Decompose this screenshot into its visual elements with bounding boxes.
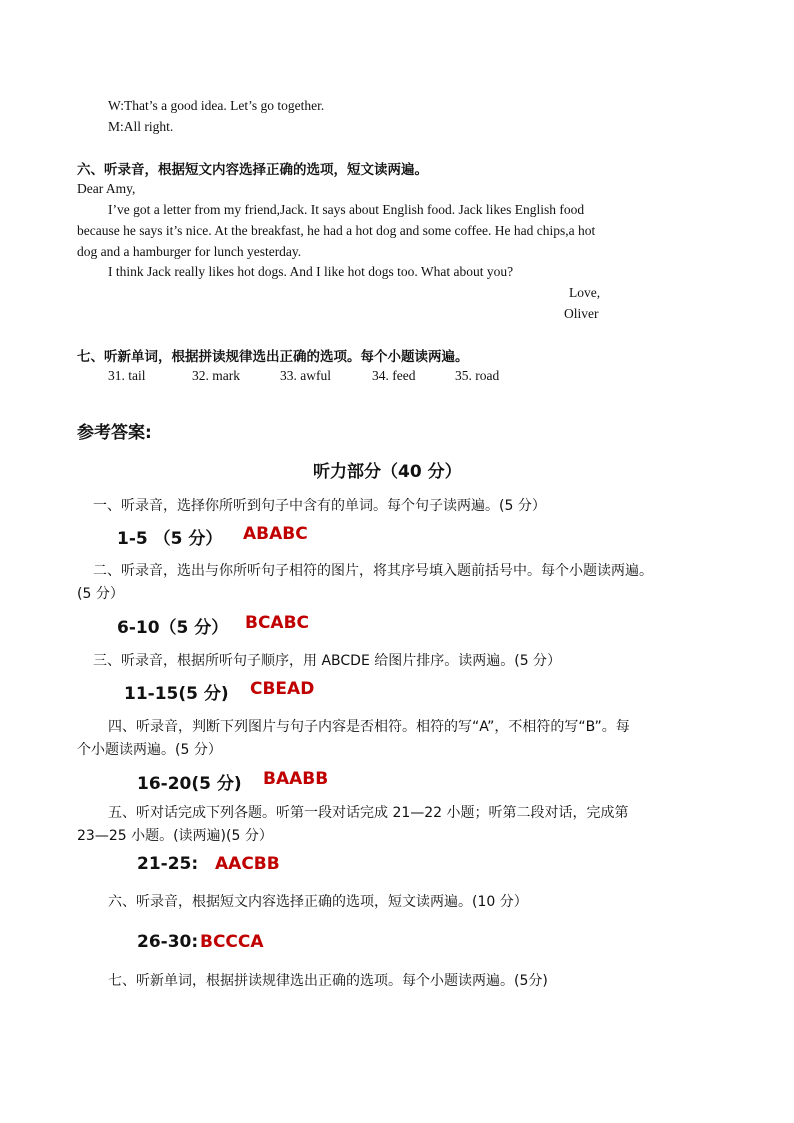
answer-2-label: 6-10（5 分） (117, 618, 229, 638)
letter-closing: Love, (569, 285, 601, 300)
dialogue-line-1: W:That’s a good idea. Let’s go together. (108, 98, 325, 113)
answer-1-key: ABABC (243, 524, 308, 544)
answer-4-label: 16-20(5 分) (137, 774, 242, 794)
answer-3-key: CBEAD (250, 679, 315, 699)
word-list (108, 368, 499, 384)
answer-2-key: BCABC (245, 613, 310, 633)
answer-4-key: BAABB (263, 769, 329, 789)
word-item: 32. mark (192, 368, 240, 383)
letter-paragraph-1-line-2: because he says it’s nice. At the breakfast, he had a hot dog and some coffee. He had chips,a hot (77, 223, 596, 238)
answer-6-key: BCCCA (200, 932, 264, 952)
answer-1-label: 1-5 （5 分） (117, 529, 223, 549)
answer-5-instruction-line-2: 23—25 小题。(读两遍)(5 分） (77, 828, 273, 844)
letter-paragraph-1-line-3: dog and a hamburger for lunch yesterday. (77, 244, 302, 259)
answers-title: 参考答案: (77, 423, 152, 443)
answer-4-instruction-line-2: 个小题读两遍。(5 分） (77, 742, 222, 758)
letter-greeting: Dear Amy, (77, 181, 136, 196)
section-6-heading: 六、听录音，根据短文内容选择正确的选项，短文读两遍。 (77, 162, 428, 178)
answer-4-instruction-line-1: 四、听录音，判断下列图片与句子内容是否相符。相符的写“A”，不相符的写“B”。每 (108, 719, 630, 735)
word-item: 31. tail (108, 368, 146, 383)
section-7-heading: 七、听新单词，根据拼读规律选出正确的选项。每个小题读两遍。 (77, 349, 469, 365)
answer-3-instruction: 三、听录音，根据所听句子顺序，用 ABCDE 给图片排序。读两遍。(5 分） (93, 653, 562, 669)
answer-3-label: 11-15(5 分) (124, 684, 229, 704)
answer-2-instruction-line-2: (5 分） (77, 586, 124, 602)
answer-6-label: 26-30: (137, 932, 199, 952)
answer-5-key: AACBB (215, 854, 280, 874)
answer-7-instruction: 七、听新单词，根据拼读规律选出正确的选项。每个小题读两遍。(5分) (108, 973, 548, 989)
answer-6-instruction: 六、听录音，根据短文内容选择正确的选项，短文读两遍。(10 分） (108, 894, 528, 910)
answer-1-instruction: 一、听录音，选择你所听到句子中含有的单词。每个句子读两遍。(5 分） (93, 498, 546, 514)
word-item: 34. feed (372, 368, 416, 383)
answer-2-instruction-line-1: 二、听录音，选出与你所听句子相符的图片，将其序号填入题前括号中。每个小题读两遍。 (93, 563, 653, 579)
letter-paragraph-1-line-1: I’ve got a letter from my friend,Jack. It says about English food. Jack likes English food (108, 202, 585, 217)
letter-signature: Oliver (564, 306, 599, 321)
answer-5-label: 21-25: (137, 854, 199, 874)
word-item: 35. road (455, 368, 500, 383)
listening-part-title: 听力部分（40 分） (313, 462, 462, 482)
dialogue-line-2: M:All right. (108, 119, 174, 134)
word-item: 33. awful (280, 368, 331, 383)
letter-paragraph-2: I think Jack really likes hot dogs. And I like hot dogs too. What about you? (108, 264, 514, 279)
answer-5-instruction-line-1: 五、听对话完成下列各题。听第一段对话完成 21—22 小题；听第二段对话，完成第 (108, 805, 629, 821)
